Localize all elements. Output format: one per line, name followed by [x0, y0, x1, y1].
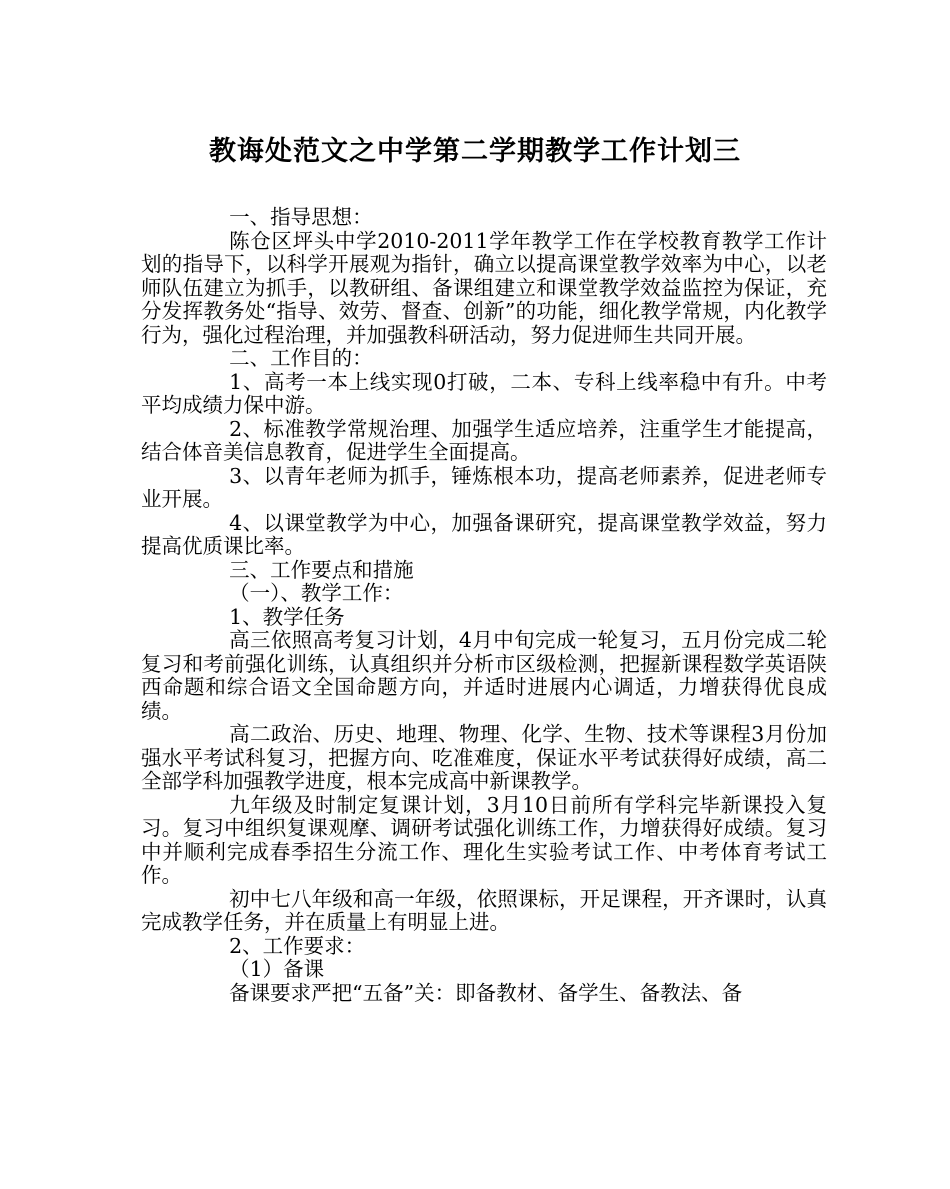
paragraph-goal-1: 1、高考一本上线实现0打破，二本、专科上线率稳中有升。中考平均成绩力保中游。 — [141, 369, 827, 417]
item-heading-lesson-prep: （1）备课 — [229, 957, 325, 981]
item-heading-work-requirements: 2、工作要求： — [229, 933, 366, 958]
paragraph-guiding-thought: 陈仓区坪头中学2010-2011学年教学工作在学校教育教学工作计划的指导下，以科学开展观为指针，确立以提高课堂教学效率为中心，以老师队伍建立为抓手，以教研组、备课组建立和课堂教学效益监控为保证，充分发挥教务处“指导、效劳、督查、创新”的功能，细化教学常规，内化教学行为，强化过程治理，并加强教科研活动，努力促进师生共同开展。 — [141, 228, 827, 347]
item-heading-teaching-tasks: 1、教学任务 — [229, 604, 345, 629]
paragraph-grades-7-8-10: 初中七八年级和高一年级，依照课标，开足课程，开齐课时，认真完成教学任务，并在质量上有明显上进。 — [141, 886, 827, 934]
page-title: 教诲处范文之中学第二学期教学工作计划三 — [209, 136, 741, 167]
paragraph-goal-2: 2、标准教学常规治理、加强学生适应培养，注重学生才能提高，结合体音美信息教育，促进学生全面提高。 — [141, 416, 827, 464]
paragraph-grade-12: 高三依照高考复习计划，4月中旬完成一轮复习，五月份完成二轮复习和考前强化训练，认真组织并分析市区级检测，把握新课程数学英语陕西命题和综合语文全国命题方向，并适时进展内心调适，力增获得优良成绩。 — [141, 628, 827, 723]
paragraph-goal-4: 4、以课堂教学为中心，加强备课研究，提高课堂教学效益，努力提高优质课比率。 — [141, 510, 827, 558]
section-heading-guiding-thought: 一、指导思想： — [229, 205, 373, 229]
paragraph-goal-3: 3、以青年老师为抓手，锤炼根本功，提高老师素养，促进老师专业开展。 — [141, 463, 827, 511]
section-heading-key-points: 三、工作要点和措施 — [229, 557, 414, 582]
paragraph-grade-11: 高二政治、历史、地理、物理、化学、生物、技术等课程3月份加强水平考试科复习，把握方向、吃准难度，保证水平考试获得好成绩，高二全部学科加强教学进度，根本完成高中新课教学。 — [141, 722, 827, 793]
document-body — [141, 206, 827, 1005]
paragraph-grade-9: 九年级及时制定复课计划，3月10日前所有学科完毕新课投入复习。复习中组织复课观摩、调研考试强化训练工作，力增获得好成绩。复习中并顺利完成春季招生分流工作、理化生实验考试工作、中考体育考试工作。 — [141, 792, 827, 887]
paragraph-lesson-prep: 备课要求严把“五备”关：即备教材、备学生、备教法、备 — [229, 980, 743, 1005]
subsection-heading-teaching-work: （一）、教学工作： — [229, 581, 404, 605]
section-heading-work-goals: 二、工作目的： — [229, 346, 373, 370]
